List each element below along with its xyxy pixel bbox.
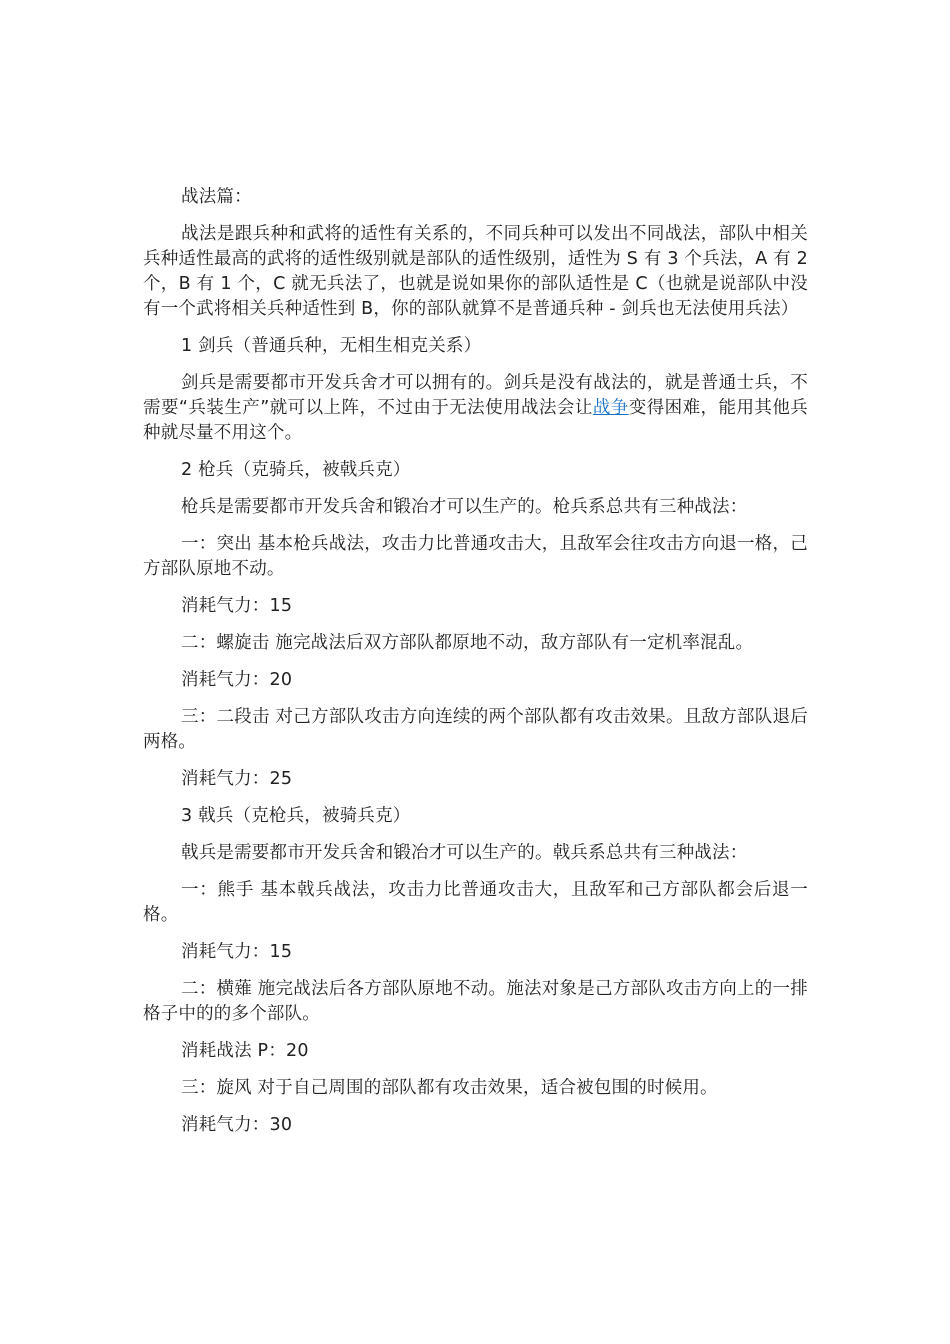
halberd-tactic-1: 一：熊手 基本戟兵战法，攻击力比普通攻击大，且敌军和己方部队都会后退一格。 — [143, 880, 808, 925]
halberd-tactic-2-cost: 消耗战法 P：20 — [181, 1041, 309, 1061]
halberd-description: 戟兵是需要都市开发兵舍和锻冶才可以生产的。戟兵系总共有三种战法： — [181, 843, 748, 863]
sword-description — [143, 371, 808, 446]
document-body — [143, 185, 808, 1150]
sword-title: 1 剑兵（普通兵种，无相生相克关系） — [181, 336, 482, 356]
spear-tactic-2-cost: 消耗气力：20 — [181, 670, 293, 690]
spear-title: 2 枪兵（克骑兵，被戟兵克） — [181, 460, 411, 480]
spear-tactic-3: 三：二段击 对己方部队攻击方向连续的两个部队都有攻击效果。且敌方部队退后两格。 — [143, 707, 808, 752]
halberd-tactic-3-cost: 消耗气力：30 — [181, 1115, 293, 1135]
halberd-tactic-2: 二：横薙 施完战法后各方部队原地不动。施法对象是己方部队攻击方向上的一排格子中的的多个部队。 — [143, 979, 808, 1024]
sword-desc-before: 剑兵是需要都市开发兵舍才可以拥有的。剑兵是没有战法的，就是普通士兵，不需要“兵装生产”就可以上阵，不过由于无法使用战法会让 — [143, 373, 808, 418]
spear-tactic-3-cost: 消耗气力：25 — [181, 769, 293, 789]
spear-tactic-1: 一：突出 基本枪兵战法，攻击力比普通攻击大，且敌军会往攻击方向退一格，己方部队原地不动。 — [143, 534, 808, 579]
halberd-tactic-3: 三：旋风 对于自己周围的部队都有攻击效果，适合被包围的时候用。 — [181, 1078, 718, 1098]
intro-paragraph: 战法是跟兵种和武将的适性有关系的，不同兵种可以发出不同战法，部队中相关兵种适性最高的武将的适性级别就是部队的适性级别，适性为 S 有 3 个兵法，A 有 2 个，B 有 1 个，C 就无兵法了，也就是说如果你的部队适性是 C（也就是说部队中没有一个武将相关兵种适性到 B，你的部队就算不是普通兵种 - 剑兵也无法使用兵法） — [143, 224, 808, 319]
spear-tactic-1-cost: 消耗气力：15 — [181, 596, 293, 616]
spear-tactic-2: 二：螺旋击 施完战法后双方部队都原地不动，敌方部队有一定机率混乱。 — [181, 633, 754, 653]
halberd-title: 3 戟兵（克枪兵，被骑兵克） — [181, 806, 411, 826]
spear-description: 枪兵是需要都市开发兵舍和锻冶才可以生产的。枪兵系总共有三种战法： — [181, 497, 748, 517]
section-heading: 战法篇： — [181, 187, 252, 207]
war-link[interactable]: 战争 — [592, 398, 629, 418]
sword-desc-after: 变得困难，能用其他兵种就尽量不用这个。 — [143, 398, 808, 443]
halberd-tactic-1-cost: 消耗气力：15 — [181, 942, 293, 962]
